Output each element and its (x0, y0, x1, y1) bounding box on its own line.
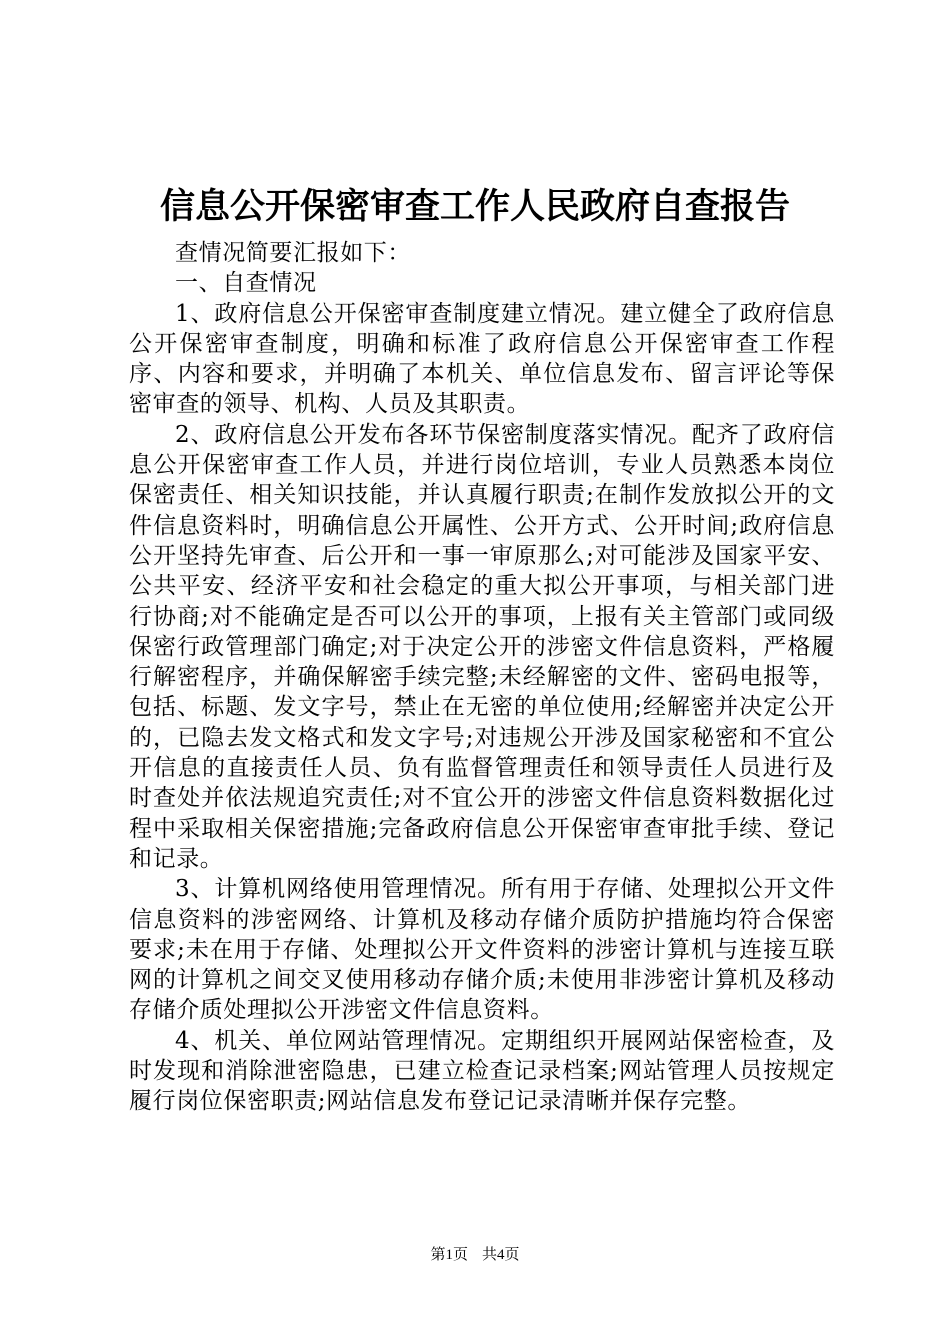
document-body (129, 238, 835, 1117)
paragraph-item-2: 2、政府信息公开发布各环节保密制度落实情况。配齐了政府信息公开保密审查工作人员，并进行岗位培训，专业人员熟悉本岗位保密责任、相关知识技能，并认真履行职责;在制作发放拟公开的文件信息资料时，明确信息公开属性、公开方式、公开时间;政府信息公开坚持先审查、后公开和一事一审原那么;对可能涉及国家平安、公共平安、经济平安和社会稳定的重大拟公开事项，与相关部门进行协商;对不能确定是否可以公开的事项，上报有关主管部门或同级保密行政管理部门确定;对于决定公开的涉密文件信息资料，严格履行解密程序，并确保解密手续完整;未经解密的文件、密码电报等，包括、标题、发文字号，禁止在无密的单位使用;经解密并决定公开的，已隐去发文格式和发文字号;对违规公开涉及国家秘密和不宜公开信息的直接责任人员、负有监督管理责任和领导责任人员进行及时查处并依法规追究责任;对不宜公开的涉密文件信息资料数据化过程中采取相关保密措施;完备政府信息公开保密审查审批手续、登记和记录。 (129, 421, 835, 872)
document-title: 信息公开保密审查工作人民政府自查报告 (159, 186, 790, 227)
page-footer (0, 1245, 950, 1265)
page-total: 共4页 (482, 1247, 520, 1263)
page-number: 第1页 (430, 1247, 468, 1263)
paragraph-item-4: 4、机关、单位网站管理情况。定期组织开展网站保密检查，及时发现和消除泄密隐患，已建立检查记录档案;网站管理人员按规定履行岗位保密职责;网站信息发布登记记录清晰并保存完整。 (129, 1027, 835, 1115)
paragraph-item-3: 3、计算机网络使用管理情况。所有用于存储、处理拟公开文件信息资料的涉密网络、计算机及移动存储介质防护措施均符合保密要求;未在用于存储、处理拟公开文件资料的涉密计算机与连接互联网的计算机之间交叉使用移动存储介质;未使用非涉密计算机及移动存储介质处理拟公开涉密文件信息资料。 (129, 876, 835, 1024)
section-heading: 一、自查情况 (175, 270, 317, 297)
paragraph-item-1: 1、政府信息公开保密审查制度建立情况。建立健全了政府信息公开保密审查制度，明确和标准了政府信息公开保密审查工作程序、内容和要求，并明确了本机关、单位信息发布、留言评论等保密审查的领导、机构、人员及其职责。 (129, 300, 835, 418)
paragraph-intro: 查情况简要汇报如下： (175, 240, 411, 266)
